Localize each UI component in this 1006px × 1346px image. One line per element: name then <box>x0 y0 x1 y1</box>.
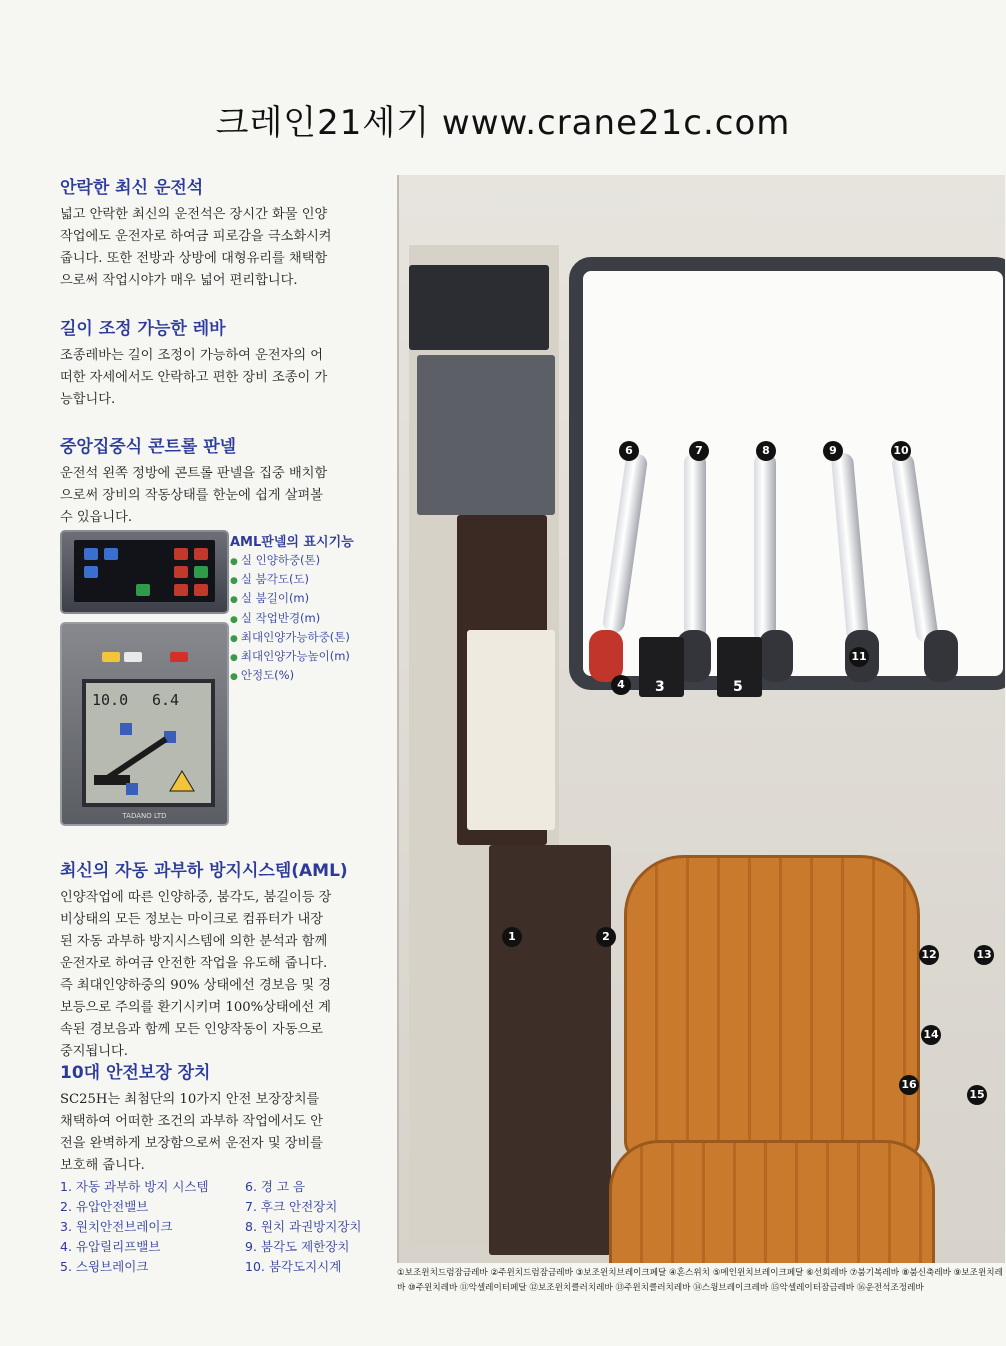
safety-device-item: 9. 붐각도 제한장치 <box>245 1239 350 1254</box>
photo-label: 16 <box>899 1075 919 1095</box>
safety-device-item: 10. 붐각도지시계 <box>245 1259 342 1274</box>
aml-moment-limiter-panel <box>60 622 229 826</box>
aml-feature-item: ● 안정도(%) <box>230 667 390 686</box>
photo-label: 3 <box>655 679 665 695</box>
aml-feature-title: AML판넬의 표시기능 <box>230 535 354 550</box>
brand-header: 크레인21세기 www.crane21c.com <box>215 103 791 143</box>
aml-feature-item: ● 최대인양가능하중(톤) <box>230 629 390 648</box>
photo-label: 6 <box>619 441 639 461</box>
safety-device-item: 5. 스윙브레이크 <box>60 1259 149 1274</box>
lever-knob <box>924 630 958 682</box>
control-column <box>409 245 559 1245</box>
safety-device-item: 2. 유압안전밸브 <box>60 1199 149 1214</box>
indicator-icon <box>194 584 208 596</box>
safety-device-list <box>60 1177 400 1276</box>
red-lamp <box>170 652 188 662</box>
crane-diagram-icon <box>86 719 211 799</box>
safety-device-item: 8. 원치 과권방지장치 <box>245 1219 362 1234</box>
photo-caption: ①보조윈치드럼잠금레바 ②주윈치드럼잠금레바 ③보조윈치브레이크페달 ④혼스위치 ⑤메인윈치브레이크페달 ⑥선회레바 ⑦붐기복레바 ⑧붐신축레바 ⑨보조윈치레바 ⑩주윈치레바 ⑪악셀레이터페달 ⑫보조윈치클러치레바 ⑬주윈치클러치레바 ⑭스윙브레이크레바 ⑮악셀레이터잠금레바 ⑯운전석조정레바 <box>397 1268 1003 1293</box>
cab-interior-photo <box>397 175 1005 1263</box>
lower-console <box>489 845 611 1255</box>
yellow-lamp <box>102 652 120 662</box>
photo-label: 2 <box>596 927 616 947</box>
section-title: 안락한 최신 운전석 <box>60 178 204 198</box>
section-title: 중앙집중식 콘트롤 판넬 <box>60 437 237 457</box>
section-body: SC25H는 최첨단의 10가지 안전 보장장치를 채택하여 어떠한 조건의 과부하 작업에서도 안 전을 완벽하게 보장함으로써 운전자 및 장비를 보호해 줍니다. <box>60 1092 324 1173</box>
aml-feature-item: ● 최대인양가능높이(m) <box>230 648 390 667</box>
section-title: 최신의 자동 과부하 방지시스템(AML) <box>60 861 348 881</box>
photo-label: 4 <box>611 675 631 695</box>
section-comfortable-seat <box>60 173 378 292</box>
aml-feature-item: ● 실 붐길이(m) <box>230 590 390 609</box>
aml-lcd-display <box>82 679 215 807</box>
photo-label: 9 <box>823 441 843 461</box>
aml-panel-photo <box>417 355 555 515</box>
white-lamp <box>124 652 142 662</box>
indicator-icon <box>84 566 98 578</box>
aml-feature-item: ● 실 붐각도(도) <box>230 571 390 590</box>
aml-indicator-panel <box>60 530 229 614</box>
operator-seat-back <box>624 855 920 1161</box>
indicator-icon <box>194 566 208 578</box>
photo-label: 15 <box>967 1085 987 1105</box>
photo-label: 13 <box>974 945 994 965</box>
section-body: 조종레바는 길이 조정이 가능하여 운전자의 어 떠한 자세에서도 안락하고 편한 장비 조종이 가 능합니다. <box>60 348 328 407</box>
indicator-icon <box>104 548 118 560</box>
lever-8 <box>754 453 776 643</box>
section-title: 길이 조정 가능한 레바 <box>60 319 226 339</box>
aml-feature-list <box>230 531 390 686</box>
section-aml-system <box>60 856 390 1063</box>
safety-device-item: 1. 자동 과부하 방지 시스템 <box>60 1179 209 1194</box>
section-title: 10대 안전보장 장치 <box>60 1063 211 1083</box>
indicator-icon <box>84 548 98 560</box>
section-adjustable-lever <box>60 314 378 411</box>
photo-label: 12 <box>919 945 939 965</box>
section-body: 넓고 안락한 최신의 운전석은 장시간 화물 인양 작업에도 운전자로 하여금 피로감을 극소화시켜 줍니다. 또한 전방과 상방에 대형유리를 채택함 으로써 작업시야가 매우 넓어 편리합니다. <box>60 207 332 288</box>
indicator-icon <box>194 548 208 560</box>
lever-7 <box>684 453 706 643</box>
section-body: 운전석 왼쪽 정방에 콘트롤 판넬을 집중 배치함 으로써 장비의 작동상태를 한눈에 쉽게 살펴볼 수 있읍니다. <box>60 466 328 525</box>
section-control-panel <box>60 432 378 529</box>
photo-label: 5 <box>733 679 743 695</box>
safety-device-item: 6. 경 고 음 <box>245 1179 306 1194</box>
indicator-icon <box>136 584 150 596</box>
panel-maker: TADANO LTD <box>122 812 167 820</box>
aml-indicator-screen <box>74 540 215 602</box>
aml-feature-item: ● 실 인양하중(톤) <box>230 552 390 571</box>
indicator-icon <box>174 548 188 560</box>
lever-knob <box>759 630 793 682</box>
section-safety-devices <box>60 1058 390 1177</box>
indicator-icon <box>174 584 188 596</box>
photo-label: 7 <box>689 441 709 461</box>
aml-feature-item: ● 실 작업반경(m) <box>230 610 390 629</box>
switch-panel <box>467 630 555 830</box>
horn-switch-knob <box>589 630 623 682</box>
section-body: 인양작업에 따른 인양하중, 붐각도, 붐길이등 장 비상태의 모든 정보는 마이크로 컴퓨터가 내장 된 자동 과부하 방지시스템에 의한 분석과 함께 운전자로 하여금 안전한 작업을 유도해 줍니다. 즉 최대인양하중의 90% 상태에선 경보음 및 경 보등으로 주의를 환기시키며 100%상태에선 계 속된 경보음과 함께 모든 인양작동이 자동으로 중지됩니다. <box>60 890 332 1059</box>
safety-device-item: 7. 후크 안전장치 <box>245 1199 338 1214</box>
safety-device-item: 4. 유압릴리프밸브 <box>60 1239 161 1254</box>
photo-label: 8 <box>756 441 776 461</box>
photo-label: 1 <box>502 927 522 947</box>
indicator-icon <box>174 566 188 578</box>
photo-label: 14 <box>921 1025 941 1045</box>
readout-right: 6.4 <box>152 691 180 709</box>
indicator-box <box>409 265 549 350</box>
safety-device-item: 3. 원치안전브레이크 <box>60 1219 173 1234</box>
photo-label: 11 <box>849 647 869 667</box>
readout-left: 10.0 <box>92 691 129 709</box>
photo-label: 10 <box>891 441 911 461</box>
operator-seat-cushion <box>609 1140 935 1263</box>
